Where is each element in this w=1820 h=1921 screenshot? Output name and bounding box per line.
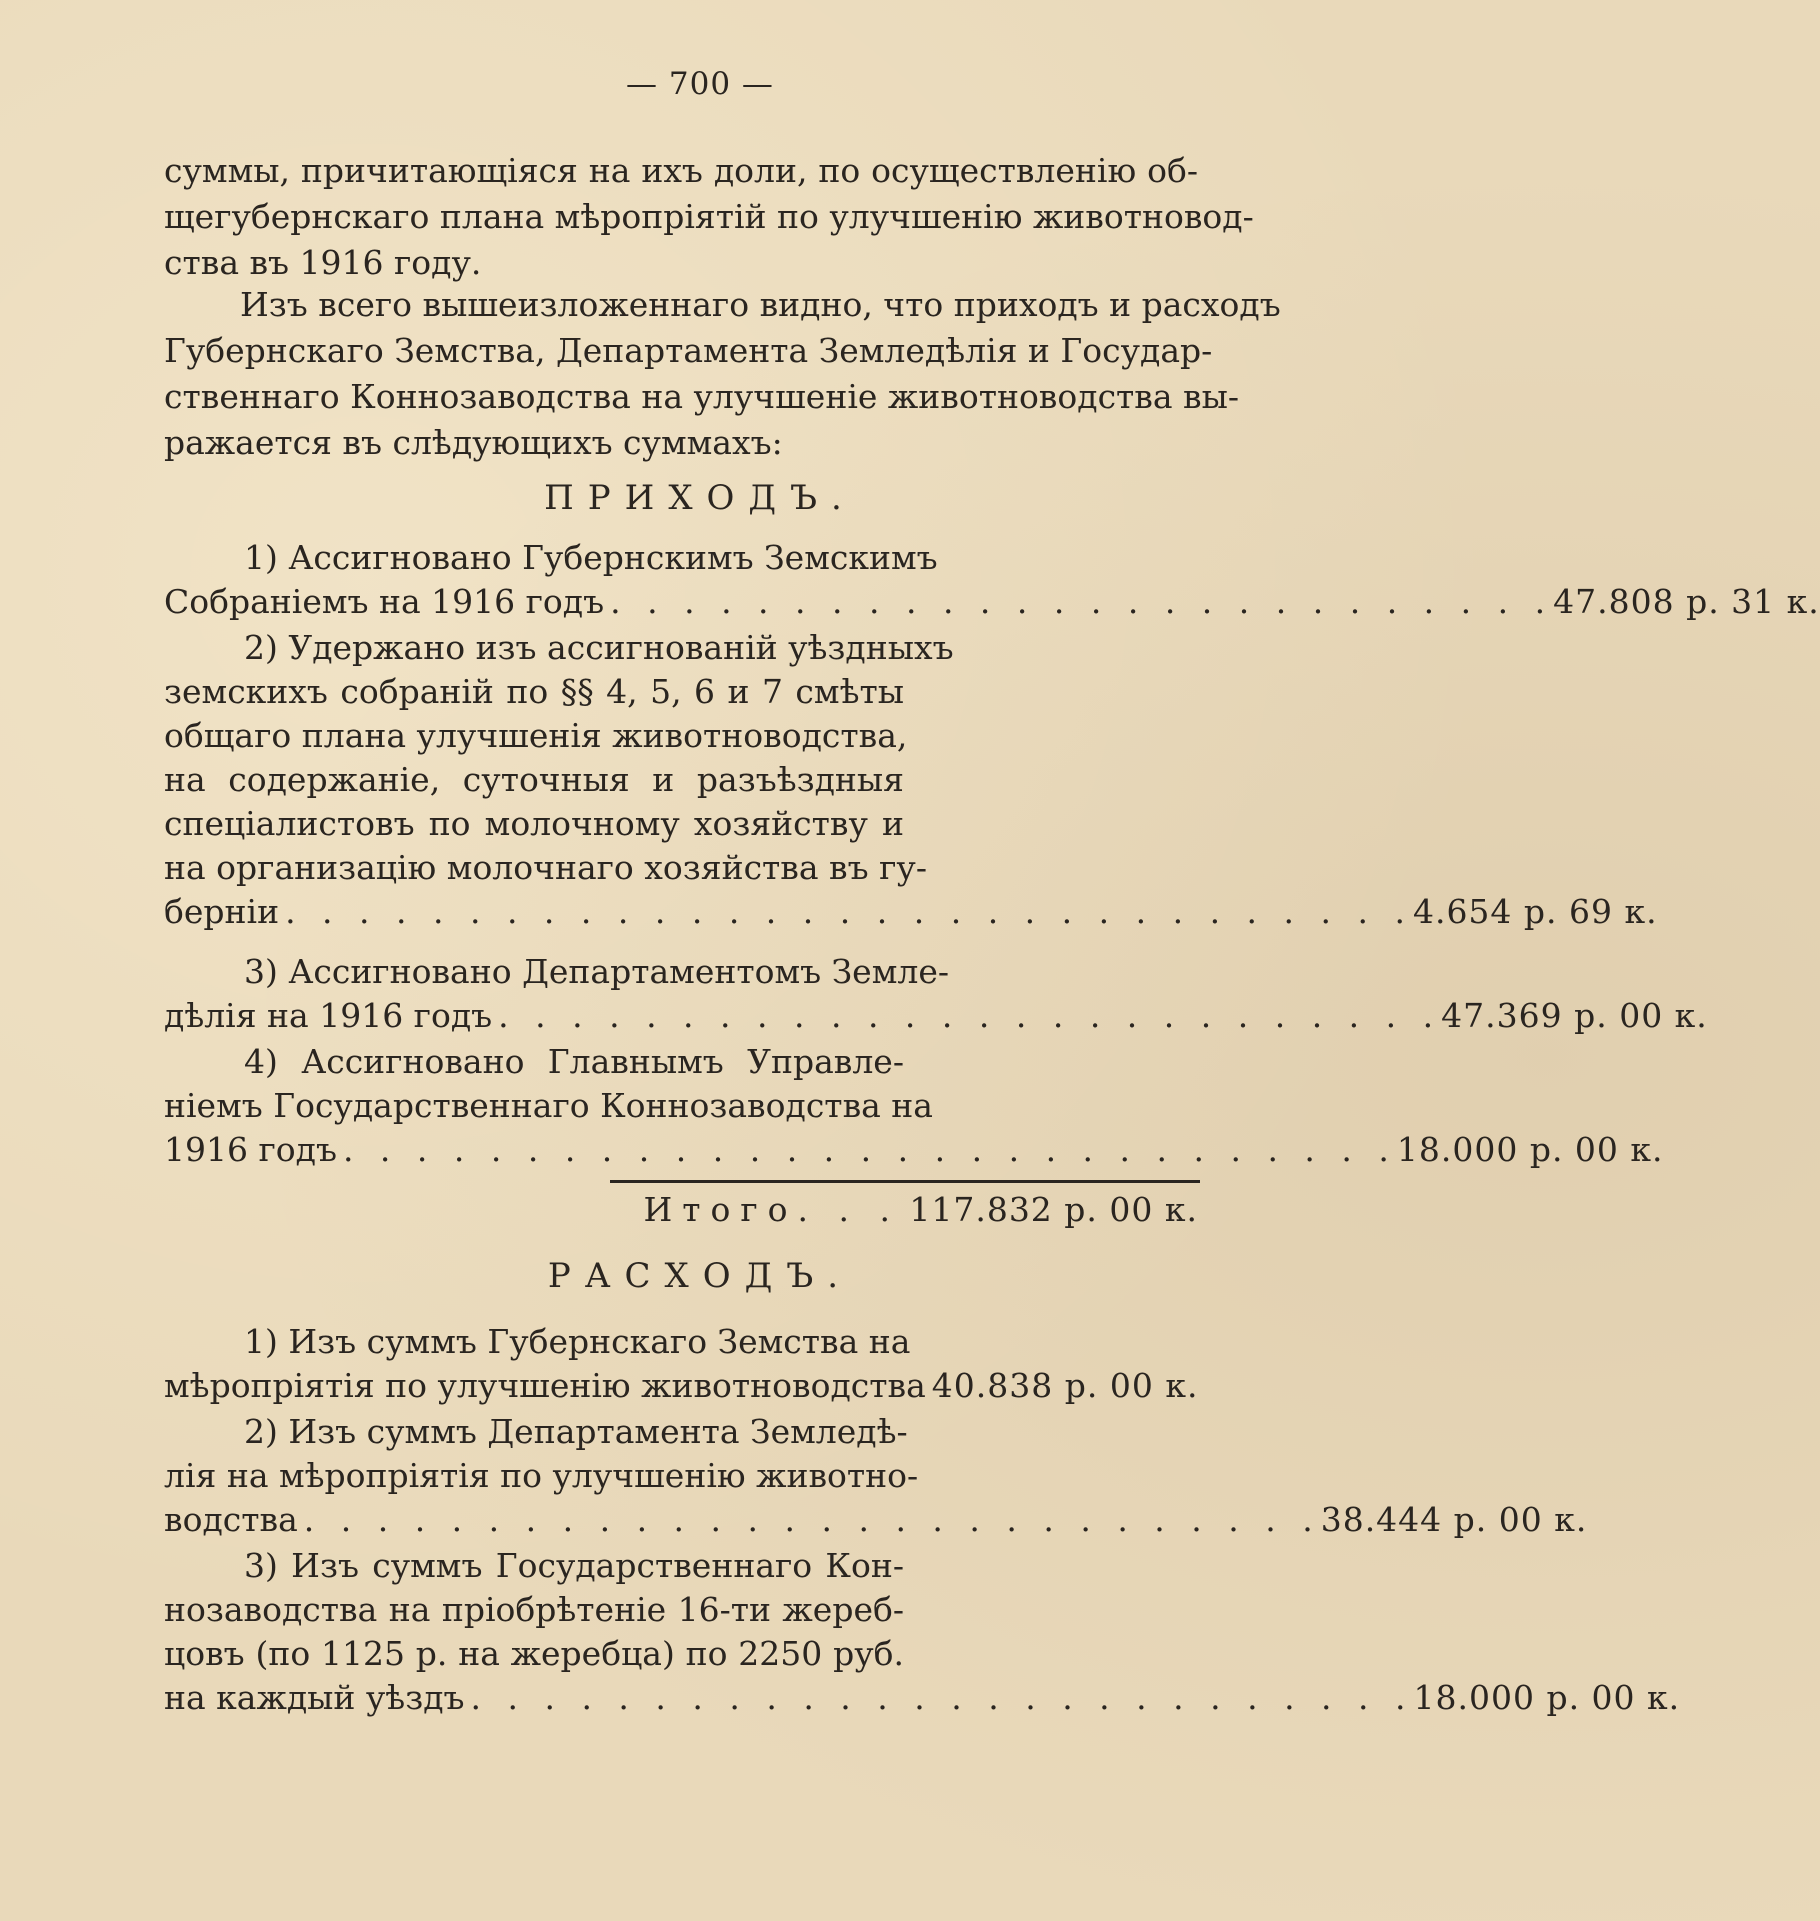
item-amount: 47.808 р. 31 к. xyxy=(1553,582,1820,621)
expense-heading: РАСХОДЪ. xyxy=(547,1256,853,1296)
leader-dots: . . . . . . . . . . . . . . . . . . . . . . . . . . . . . xyxy=(342,1130,1397,1169)
leader-dots: . . . . . . . . . . . . . . . . . . . . . . . . . . xyxy=(470,1678,1414,1717)
item-final-text: водства xyxy=(164,1500,298,1539)
page-number: — 700 — xyxy=(626,66,774,102)
total-amount: 117.832 р. 00 к. xyxy=(909,1190,1198,1229)
item-final-text: мѣропріятія по улучшенію животноводства xyxy=(164,1366,926,1405)
income-total xyxy=(164,1188,1198,1232)
expense-item xyxy=(164,1544,1681,1720)
item-final-text: Собраніемъ на 1916 годъ xyxy=(164,582,605,621)
income-item xyxy=(164,626,1658,934)
leader-dots: . . . . . . . . . . . . . . . . . . . . . . . . . . . . . . . xyxy=(285,892,1413,931)
item-final-line xyxy=(164,1364,1198,1408)
income-item xyxy=(164,1040,1664,1172)
item-final-text: на каждый уѣздъ xyxy=(164,1678,465,1717)
leader-dots: . . . . . . . . . . . . . . . . . . . . . . . . . . . . xyxy=(303,1500,1321,1539)
item-line: 2) Изъ суммъ Департамента Земледѣ- xyxy=(244,1412,908,1451)
item-line: 3) Изъ суммъ Государственнаго Кон- xyxy=(244,1546,904,1585)
summary-paragraph xyxy=(164,282,1281,466)
item-amount: 18.000 р. 00 к. xyxy=(1396,1130,1664,1169)
item-line: 1) Ассигновано Губернскимъ Земскимъ xyxy=(244,538,938,577)
item-amount: 18.000 р. 00 к. xyxy=(1413,1678,1681,1717)
item-final-text: 1916 годъ xyxy=(164,1130,337,1169)
intro-paragraph xyxy=(164,148,1254,286)
item-final-line xyxy=(164,890,1658,934)
total-rule xyxy=(610,1180,1200,1183)
intro-line: ства въ 1916 году. xyxy=(164,243,482,282)
income-item xyxy=(164,536,1820,624)
item-amount: 4.654 р. 69 к. xyxy=(1412,892,1658,931)
income-item xyxy=(164,950,1708,1038)
item-line: 1) Изъ суммъ Губернскаго Земства на xyxy=(244,1322,911,1361)
summary-line: Губернскаго Земства, Департамента Земледѣлія и Государ- xyxy=(164,331,1213,370)
item-final-line xyxy=(164,1128,1664,1172)
intro-line: суммы, причитающіяся на ихъ доли, по осуществленію об- xyxy=(164,151,1198,190)
summary-line: ражается въ слѣдующихъ суммахъ: xyxy=(164,423,783,462)
item-final-line xyxy=(164,580,1820,624)
item-line: спеціалистовъ по молочному хозяйству и xyxy=(164,804,904,843)
item-line: ніемъ Государственнаго Коннозаводства на xyxy=(164,1086,933,1125)
item-final-line xyxy=(164,1498,1588,1542)
item-amount: 38.444 р. 00 к. xyxy=(1320,1500,1588,1539)
item-line: нозаводства на пріобрѣтеніе 16-ти жереб- xyxy=(164,1590,904,1629)
item-line: 3) Ассигновано Департаментомъ Земле- xyxy=(244,952,950,991)
summary-line: Изъ всего вышеизложеннаго видно, что приходъ и расходъ xyxy=(240,285,1281,324)
summary-line: ственнаго Коннозаводства на улучшеніе животноводства вы- xyxy=(164,377,1240,416)
item-line: 4) Ассигновано Главнымъ Управле- xyxy=(244,1042,904,1081)
item-line: на содержаніе, суточныя и разъѣздныя xyxy=(164,760,904,799)
item-line: земскихъ собраній по §§ 4, 5, 6 и 7 смѣты xyxy=(164,672,904,711)
item-line: общаго плана улучшенія животноводства, xyxy=(164,716,908,755)
item-amount: 47.369 р. 00 к. xyxy=(1441,996,1708,1035)
expense-item xyxy=(164,1320,1198,1408)
leader-dots: . . . . . . . . . . . . . . . . . . . . . . . . . . xyxy=(498,996,1442,1035)
item-final-line xyxy=(164,994,1708,1038)
income-heading: ПРИХОДЪ. xyxy=(544,478,856,518)
item-line: 2) Удержано изъ ассигнованій уѣздныхъ xyxy=(244,628,954,667)
leader-dots: . . . . . . . . . . . . . . . . . . . . . . . . . . xyxy=(610,582,1554,621)
item-final-text: берніи xyxy=(164,892,280,931)
item-line: лія на мѣропріятія по улучшенію животно- xyxy=(164,1456,919,1495)
total-label: Итого. . . xyxy=(643,1190,900,1229)
item-final-line xyxy=(164,1676,1681,1720)
intro-line: щегубернскаго плана мѣропріятій по улучшенію животновод- xyxy=(164,197,1254,236)
item-amount: 40.838 р. 00 к. xyxy=(931,1366,1199,1405)
item-final-text: дѣлія на 1916 годъ xyxy=(164,996,493,1035)
item-line: цовъ (по 1125 р. на жеребца) по 2250 руб. xyxy=(164,1634,904,1673)
item-line: на организацію молочнаго хозяйства въ гу- xyxy=(164,848,927,887)
expense-item xyxy=(164,1410,1588,1542)
